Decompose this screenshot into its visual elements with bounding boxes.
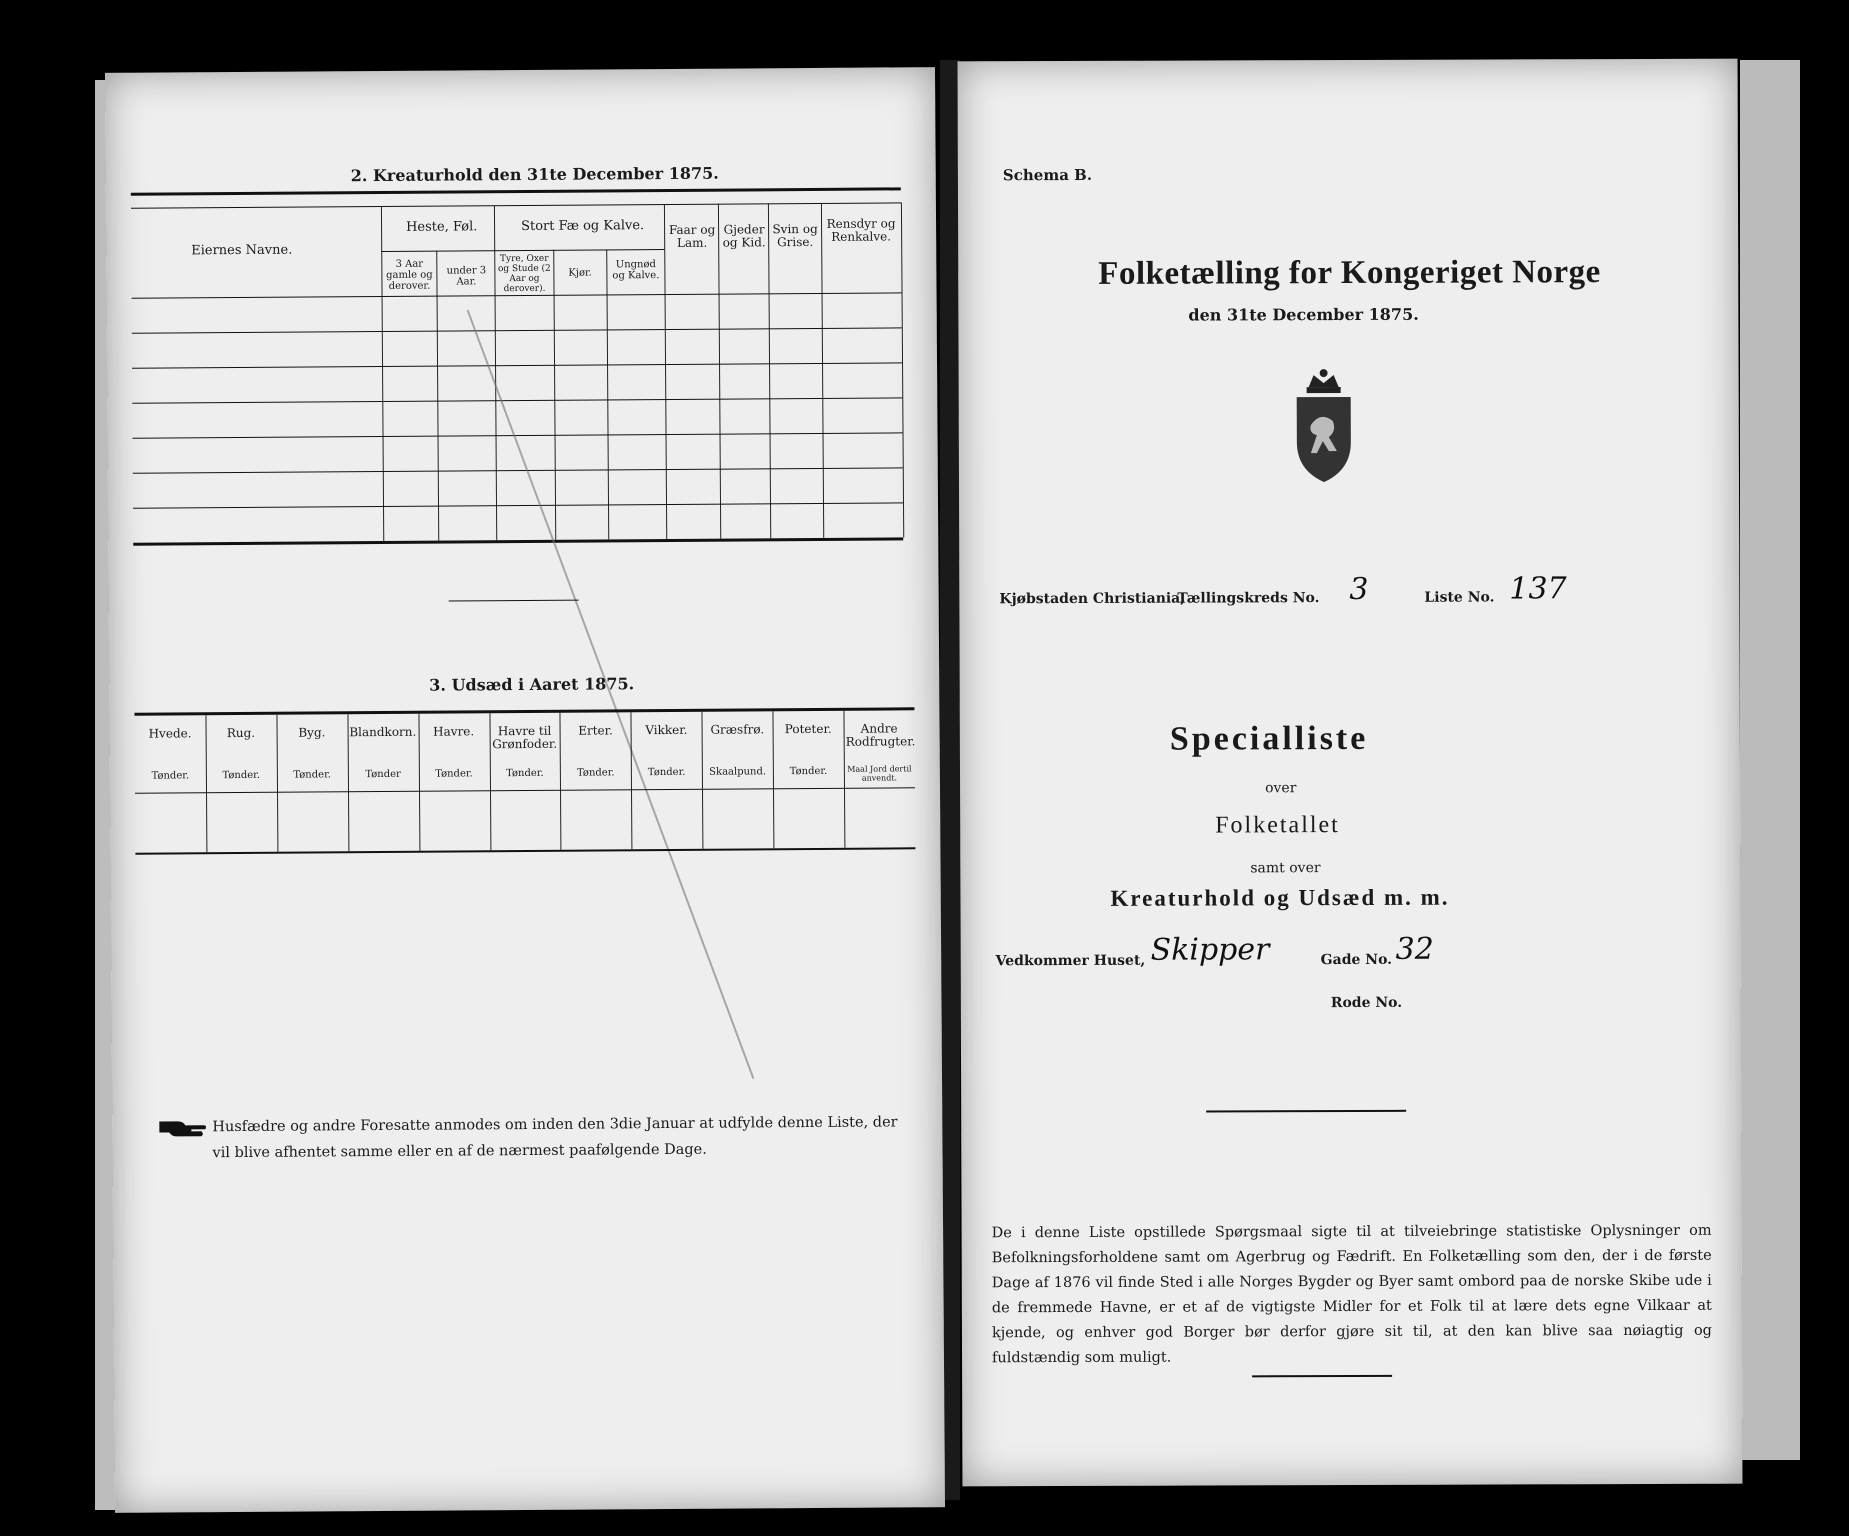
kreaturhold-heading: Kreaturhold og Udsæd m. m.	[1110, 884, 1450, 911]
col-cattle-sub1: Tyre, Oxer og Stude (2 Aar og derover).	[497, 253, 551, 294]
t1-row-rule	[133, 502, 903, 508]
udsaed-col-name: Andre Rodfrugter.	[845, 721, 916, 749]
udsaed-col-name: Rug.	[226, 725, 256, 741]
udsaed-col-name: Byg.	[298, 725, 326, 740]
t1-row-rule	[132, 327, 902, 333]
udsaed-col-name: Græsfrø.	[710, 722, 765, 737]
col-cattle-sub2: Kjør.	[568, 267, 592, 279]
left-page	[105, 67, 945, 1513]
liste-value[interactable]: 137	[1509, 571, 1567, 607]
t1-bottom-rule	[133, 537, 903, 545]
udsaed-col-name: Hvede.	[148, 726, 192, 741]
section3-title: 3. Udsæd i Aaret 1875.	[429, 674, 635, 695]
t1-row-rule	[132, 362, 902, 368]
folketallet-heading: Folketallet	[1215, 812, 1340, 839]
street-value[interactable]: Skipper	[1150, 932, 1270, 968]
divider-1	[1206, 1110, 1406, 1113]
over-label-1: over	[1265, 780, 1297, 797]
kreds-label: Tællingskreds No.	[1177, 590, 1320, 607]
schema-label: Schema B.	[1002, 165, 1093, 185]
pencil-diagonal-mark	[467, 310, 755, 1079]
t1-col-line	[606, 249, 609, 539]
udsaed-col-name: Blandkorn.	[349, 724, 417, 740]
udsaed-col-unit: Skaalpund.	[709, 766, 767, 778]
col-cattle-sub3: Ungnød og Kalve.	[612, 259, 660, 282]
udsaed-col-unit: Tønder	[365, 768, 401, 781]
right-page-edge	[1740, 60, 1800, 1460]
t1-row-rule	[133, 467, 903, 473]
udsaed-col-unit: Tønder.	[789, 765, 828, 778]
notice-text: Husfædre og andre Foresatte anmodes om inden den 3die Januar at udfylde denne Liste, der vil blive afhentet samme eller en af de nærmest paafølgende Dage.	[212, 1114, 898, 1162]
t1-col-line	[553, 250, 556, 540]
t1-row-rule	[133, 432, 903, 438]
rode-label: Rode No.	[1330, 994, 1403, 1012]
col-goats: Gjeder og Kid.	[722, 222, 766, 250]
section2-title: 2. Kreaturhold den 31te December 1875.	[350, 163, 719, 186]
kjobstad-label: Kjøbstaden Christiania,	[999, 590, 1186, 608]
t1-row-rule	[132, 397, 902, 403]
udsaed-col-unit: Tønder.	[647, 766, 686, 779]
udsaed-col-unit: Tønder.	[151, 770, 190, 782]
udsaed-col-name: Vikker.	[645, 722, 688, 738]
col-reindeer: Rensdyr og Renkalve.	[826, 216, 896, 245]
table1-header-rule-a	[131, 202, 901, 208]
col-owner: Eiernes Navne.	[191, 242, 293, 259]
t1-col-line	[664, 204, 667, 539]
udsaed-col-name: Erter.	[578, 723, 613, 738]
t1-col-line	[381, 206, 384, 541]
t1-subheader-rule	[381, 249, 664, 252]
gade-value[interactable]: 32	[1395, 931, 1434, 967]
udsaed-col-unit: Tønder.	[506, 767, 544, 780]
divider-2	[1252, 1375, 1392, 1377]
col-cattle: Stort Fæ og Kalve.	[521, 218, 645, 235]
kreds-value[interactable]: 3	[1349, 571, 1369, 608]
explanatory-paragraph: De i denne Liste opstillede Spørgsmaal sigte til at tilveiebringe statistiske Oplysninger om Befolkningsforholdene samt om Agerbrug og Fædrift. En Folketælling som den, der i de første Dage af 1876 vil finde Sted i alle Norges Bygder og Byer samt ombord paa de norske Skibe ude i de fremmede Havne, er et af de vigtigste Midler for et Folk til at lære dets egne Vilkaar at kjende, og enhver god Borger bør derfor gjøre sit til, at den kan blive saa nøiagtig og fuldstændig som muligt.	[991, 1222, 1712, 1367]
samt-over-label: samt over	[1250, 860, 1321, 877]
udsaed-col-unit: Tønder.	[576, 767, 615, 779]
t1-col-line	[901, 202, 904, 537]
gade-label: Gade No.	[1320, 951, 1393, 969]
col-horses: Heste, Føl.	[406, 219, 478, 235]
census-date: den 31te December 1875.	[1188, 304, 1419, 325]
col-pigs: Svin og Grise.	[772, 221, 818, 250]
udsaed-col-name: Havre.	[433, 724, 475, 739]
t1-col-line	[436, 251, 439, 541]
liste-label: Liste No.	[1424, 589, 1495, 606]
specialliste-heading: Specialliste	[1169, 719, 1369, 758]
norway-coat-of-arms	[1289, 365, 1359, 485]
t1-col-line	[718, 204, 721, 539]
section-divider	[449, 600, 579, 602]
udsaed-col-unit: Tønder.	[222, 769, 261, 782]
udsaed-col-unit: Tønder.	[435, 768, 473, 780]
t1-col-line	[821, 203, 824, 538]
udsaed-col-name: Poteter.	[784, 721, 832, 737]
table1-top-rule	[131, 187, 901, 195]
huset-label: Vedkommer Huset,	[995, 952, 1146, 970]
table2-header-rule	[135, 787, 915, 793]
census-title: Folketælling for Kongeriget Norge	[1098, 254, 1601, 292]
pointing-hand-icon	[157, 1117, 207, 1139]
col-sheep: Faar og Lam.	[668, 222, 716, 251]
right-page	[958, 59, 1743, 1487]
udsaed-col-name: Havre til Grønfoder.	[492, 723, 558, 752]
col-horses-sub1: 3 Aar gamle og derover.	[386, 258, 433, 292]
udsaed-col-unit: Maal Jord dertil anvendt.	[847, 764, 912, 783]
t1-col-line	[768, 203, 771, 538]
table2-top-rule	[134, 707, 914, 715]
udsaed-col-unit: Tønder.	[293, 769, 331, 781]
table2-bottom-rule	[135, 847, 915, 854]
col-horses-sub2: under 3 Aar.	[446, 265, 487, 288]
